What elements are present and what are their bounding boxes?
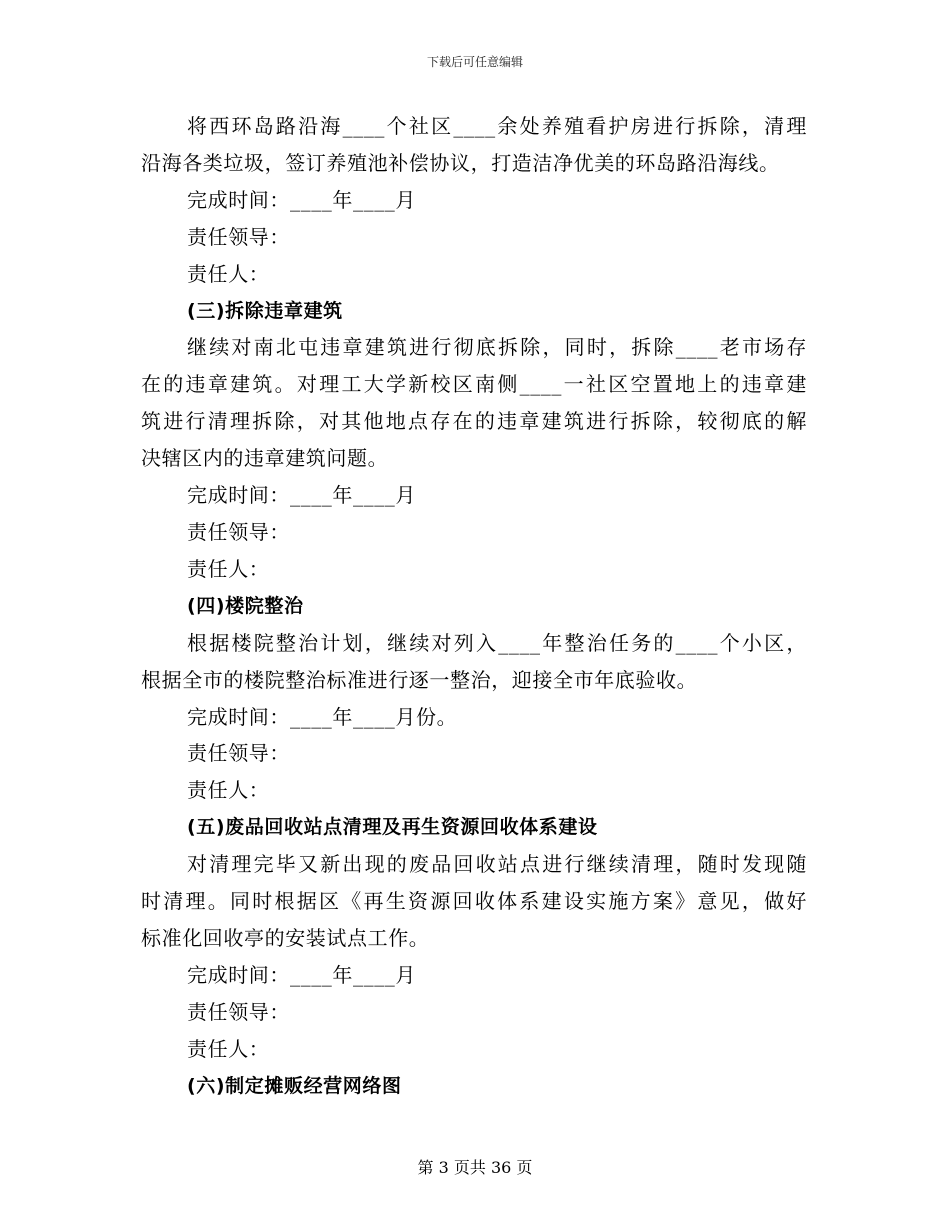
text-line: 完成时间：____年____月 — [187, 483, 416, 508]
page-footer: 第 3 页共 36 页 — [417, 1158, 533, 1177]
text-line: 完成时间：____年____月份。 — [187, 704, 458, 729]
text-line: 完成时间：____年____月 — [187, 962, 416, 987]
text-line: 将西环岛路沿海____个社区____余处养殖看护房进行拆除，清理 — [187, 114, 807, 138]
text-line: 决辖区内的违章建筑问题。 — [141, 446, 389, 471]
document-body — [141, 108, 807, 1104]
text-line: 完成时间：____年____月 — [187, 187, 416, 212]
section-heading: (四)楼院整治 — [187, 594, 304, 617]
section-heading: (六)制定摊贩经营网络图 — [187, 1074, 402, 1097]
text-line: 责任领导： — [187, 519, 290, 544]
text-line: 继续对南北屯违章建筑进行彻底拆除，同时，拆除____老市场存 — [187, 335, 807, 360]
text-line: 责任人： — [187, 261, 270, 286]
text-line: 筑进行清理拆除，对其他地点存在的违章建筑进行拆除，较彻底的解 — [141, 409, 807, 434]
text-line: 责任人： — [187, 778, 270, 803]
text-line: 责任领导： — [187, 999, 290, 1024]
text-line: 责任人： — [187, 556, 270, 581]
text-line: 责任领导： — [187, 224, 290, 249]
text-line: 根据全市的楼院整治标准进行逐一整治，迎接全市年底验收。 — [141, 667, 698, 692]
section-heading: (五)废品回收站点清理及再生资源回收体系建设 — [187, 816, 598, 839]
text-line: 在的违章建筑。对理工大学新校区南侧____一社区空置地上的违章建 — [141, 372, 807, 397]
text-line: 沿海各类垃圾，签订养殖池补偿协议，打造洁净优美的环岛路沿海线。 — [141, 150, 780, 175]
text-line: 根据楼院整治计划，继续对列入____年整治任务的____个小区， — [187, 630, 807, 655]
page-header: 下载后可任意编辑 — [426, 55, 523, 69]
text-line: 时清理。同时根据区《再生资源回收体系建设实施方案》意见，做好 — [141, 889, 807, 914]
section-heading: (三)拆除违章建筑 — [187, 299, 343, 322]
text-line: 责任领导： — [187, 741, 290, 766]
text-line: 责任人： — [187, 1036, 270, 1061]
text-line: 对清理完毕又新出现的废品回收站点进行继续清理，随时发现随 — [187, 852, 807, 877]
text-line: 标准化回收亭的安装试点工作。 — [141, 925, 430, 950]
